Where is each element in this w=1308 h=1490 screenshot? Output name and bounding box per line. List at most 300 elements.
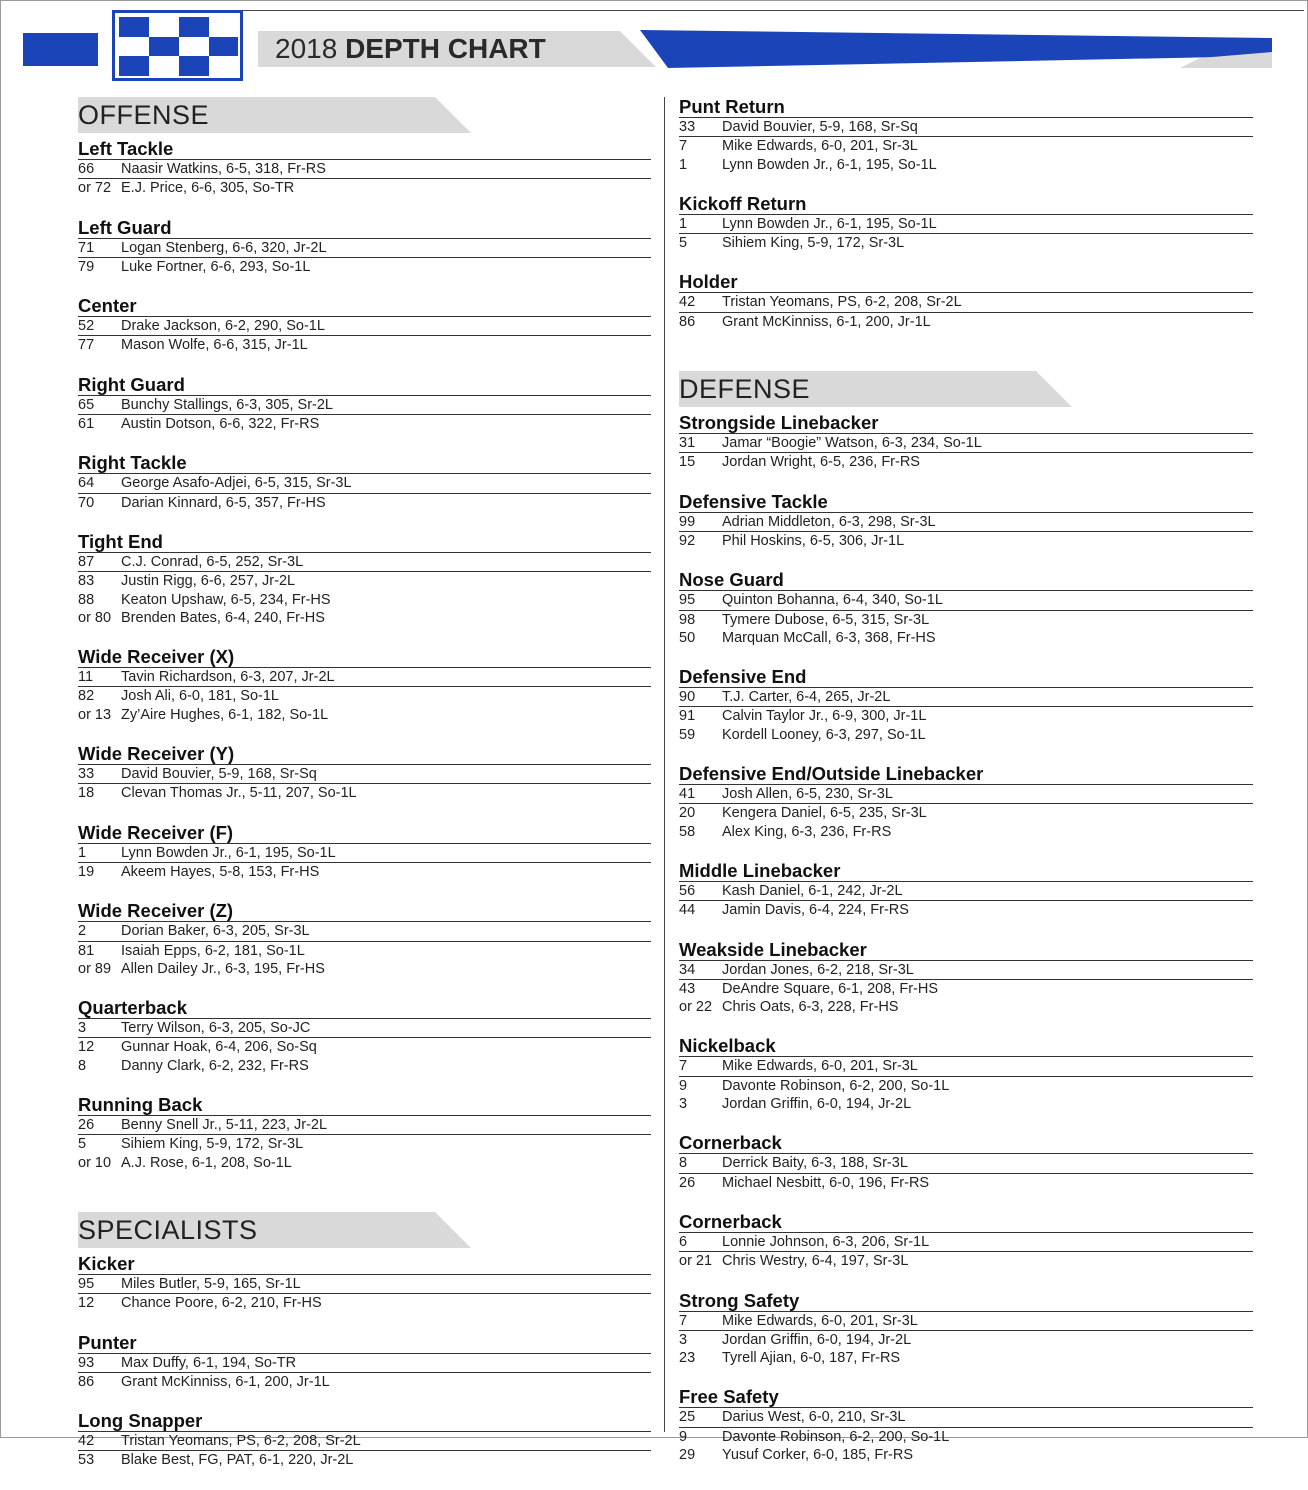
jersey-number: 7 bbox=[679, 1058, 688, 1075]
player-info: Miles Butler, 5-9, 165, Sr-1L bbox=[121, 1275, 301, 1292]
section-spacer bbox=[679, 351, 1253, 371]
player-row bbox=[78, 572, 651, 590]
jersey-number: 65 bbox=[78, 396, 95, 413]
player-info: Austin Dotson, 6-6, 322, Fr-RS bbox=[121, 416, 320, 433]
jersey-number: 86 bbox=[78, 1373, 95, 1390]
jersey-number: 70 bbox=[78, 494, 95, 511]
player-info: Allen Dailey Jr., 6-3, 195, Fr-HS bbox=[121, 960, 325, 977]
jersey-number: 1 bbox=[679, 156, 688, 173]
jersey-number: 9 bbox=[679, 1428, 688, 1445]
player-info: Kengera Daniel, 6-5, 235, Sr-3L bbox=[722, 805, 927, 822]
player-row bbox=[679, 591, 1253, 610]
jersey-number: 34 bbox=[679, 961, 696, 978]
player-row bbox=[78, 668, 651, 687]
player-row bbox=[679, 1312, 1253, 1331]
jersey-number: 86 bbox=[679, 313, 696, 330]
position-group-cornerback bbox=[679, 1133, 1253, 1192]
player-row bbox=[78, 1354, 651, 1373]
position-name: Strong Safety bbox=[679, 1291, 1253, 1312]
jersey-number: 33 bbox=[679, 119, 696, 135]
position-name: Defensive Tackle bbox=[679, 492, 1253, 513]
jersey-number: 5 bbox=[679, 235, 688, 252]
jersey-number: 11 bbox=[78, 669, 94, 686]
jersey-number: 91 bbox=[679, 708, 696, 725]
jersey-number: or 72 bbox=[78, 180, 112, 197]
jersey-number: 77 bbox=[78, 337, 95, 354]
player-row bbox=[679, 156, 1253, 174]
player-row bbox=[679, 629, 1253, 647]
position-name: Weakside Linebacker bbox=[679, 940, 1253, 961]
title-band bbox=[258, 31, 678, 67]
position-group-wide-receiver-y bbox=[78, 744, 651, 803]
player-row bbox=[679, 980, 1253, 998]
player-info: Quinton Bohanna, 6-4, 340, So-1L bbox=[722, 592, 943, 609]
page-title bbox=[275, 33, 546, 65]
player-info: Josh Ali, 6-0, 181, So-1L bbox=[121, 688, 279, 705]
player-row bbox=[78, 179, 651, 197]
position-group-punt-return bbox=[679, 97, 1253, 174]
player-row bbox=[78, 494, 651, 512]
position-group-defensive-tackle bbox=[679, 492, 1253, 551]
jersey-number: 6 bbox=[679, 1233, 688, 1250]
position-name: Wide Receiver (Y) bbox=[78, 744, 651, 765]
player-row bbox=[78, 1154, 651, 1172]
jersey-number: 42 bbox=[679, 294, 696, 311]
position-name: Middle Linebacker bbox=[679, 861, 1253, 882]
jersey-number: 3 bbox=[679, 1331, 688, 1348]
player-info: Marquan McCall, 6-3, 368, Fr-HS bbox=[722, 629, 936, 646]
jersey-number: 8 bbox=[679, 1155, 688, 1172]
header-blue-wedge bbox=[640, 30, 1280, 68]
player-info: Bunchy Stallings, 6-3, 305, Sr-2L bbox=[121, 396, 333, 413]
player-info: Michael Nesbitt, 6-0, 196, Fr-RS bbox=[722, 1174, 930, 1191]
jersey-number: 44 bbox=[679, 902, 696, 919]
player-info: David Bouvier, 5-9, 168, Sr-Sq bbox=[722, 119, 918, 135]
player-info: Darius West, 6-0, 210, Sr-3L bbox=[722, 1409, 906, 1426]
position-name: Right Guard bbox=[78, 375, 651, 396]
player-row bbox=[679, 611, 1253, 629]
player-row bbox=[78, 336, 651, 354]
player-info: Naasir Watkins, 6-5, 318, Fr-RS bbox=[121, 161, 326, 177]
player-info: Danny Clark, 6-2, 232, Fr-RS bbox=[121, 1057, 309, 1074]
position-group-defensive-end-outside-linebacker bbox=[679, 764, 1253, 841]
player-row bbox=[78, 591, 651, 609]
player-info: Dorian Baker, 6-3, 205, Sr-3L bbox=[121, 923, 310, 940]
jersey-number: 25 bbox=[679, 1409, 696, 1426]
player-info: Alex King, 6-3, 236, Fr-RS bbox=[722, 823, 892, 840]
player-row bbox=[679, 1233, 1253, 1252]
player-info: Lynn Bowden Jr., 6-1, 195, So-1L bbox=[722, 215, 937, 232]
jersey-number: 5 bbox=[78, 1136, 87, 1153]
jersey-number: 20 bbox=[679, 805, 696, 822]
player-info: Mason Wolfe, 6-6, 315, Jr-1L bbox=[121, 337, 308, 354]
player-row bbox=[679, 1095, 1253, 1113]
player-info: Lynn Bowden Jr., 6-1, 195, So-1L bbox=[722, 156, 937, 173]
player-row bbox=[78, 415, 651, 433]
position-group-strong-safety bbox=[679, 1291, 1253, 1368]
jersey-number: 2 bbox=[78, 923, 87, 940]
section-title: SPECIALISTS bbox=[78, 1214, 258, 1245]
player-info: Sihiem King, 5-9, 172, Sr-3L bbox=[121, 1136, 304, 1153]
jersey-number: 19 bbox=[78, 863, 95, 880]
player-row bbox=[78, 942, 651, 960]
position-group-nickelback bbox=[679, 1036, 1253, 1113]
player-info: Jamar “Boogie” Watson, 6-3, 234, So-1L bbox=[722, 435, 982, 452]
right-column bbox=[679, 97, 1253, 1484]
player-info: Tristan Yeomans, PS, 6-2, 208, Sr-2L bbox=[722, 294, 962, 311]
player-info: Grant McKinniss, 6-1, 200, Jr-1L bbox=[722, 313, 931, 330]
jersey-number: 66 bbox=[78, 161, 95, 177]
player-row bbox=[679, 434, 1253, 453]
jersey-number: 12 bbox=[78, 1295, 95, 1312]
header-top-rule bbox=[243, 10, 1304, 11]
jersey-number: 29 bbox=[679, 1446, 696, 1463]
position-name: Right Tackle bbox=[78, 453, 651, 474]
player-info: Chance Poore, 6-2, 210, Fr-HS bbox=[121, 1295, 322, 1312]
player-row bbox=[78, 784, 651, 802]
jersey-number: 12 bbox=[78, 1039, 95, 1056]
position-group-center bbox=[78, 296, 651, 355]
section-header bbox=[78, 97, 651, 133]
player-info: Sihiem King, 5-9, 172, Sr-3L bbox=[722, 235, 905, 252]
player-row bbox=[78, 160, 651, 179]
jersey-number: or 22 bbox=[679, 999, 713, 1016]
player-row bbox=[679, 118, 1253, 137]
section-header bbox=[679, 371, 1253, 407]
player-row bbox=[78, 1038, 651, 1056]
player-info: Blake Best, FG, PAT, 6-1, 220, Jr-2L bbox=[121, 1452, 354, 1469]
player-row bbox=[78, 1373, 651, 1391]
position-name: Nickelback bbox=[679, 1036, 1253, 1057]
section-header bbox=[78, 1212, 651, 1248]
player-row bbox=[78, 1116, 651, 1135]
player-info: A.J. Rose, 6-1, 208, So-1L bbox=[121, 1154, 292, 1171]
position-name: Punter bbox=[78, 1333, 651, 1354]
jersey-number: 23 bbox=[679, 1350, 696, 1367]
position-name: Center bbox=[78, 296, 651, 317]
player-row bbox=[679, 688, 1253, 707]
player-row bbox=[679, 1446, 1253, 1464]
position-name: Cornerback bbox=[679, 1133, 1253, 1154]
position-group-free-safety bbox=[679, 1387, 1253, 1464]
jersey-number: 95 bbox=[78, 1275, 95, 1292]
jersey-number: 41 bbox=[679, 786, 696, 803]
player-row bbox=[679, 234, 1253, 252]
jersey-number: 83 bbox=[78, 573, 95, 590]
position-name: Wide Receiver (F) bbox=[78, 823, 651, 844]
position-name: Tight End bbox=[78, 532, 651, 553]
jersey-number: or 89 bbox=[78, 960, 112, 977]
position-group-right-tackle bbox=[78, 453, 651, 512]
section-spacer bbox=[78, 1192, 651, 1212]
player-info: Tymere Dubose, 6-5, 315, Sr-3L bbox=[722, 611, 930, 628]
jersey-number: 64 bbox=[78, 475, 95, 492]
jersey-number: or 10 bbox=[78, 1154, 112, 1171]
jersey-number: 3 bbox=[679, 1096, 688, 1113]
player-info: E.J. Price, 6-6, 305, So-TR bbox=[121, 180, 295, 197]
jersey-number: or 80 bbox=[78, 609, 112, 626]
position-group-defensive-end bbox=[679, 667, 1253, 744]
title-main: DEPTH CHART bbox=[345, 33, 546, 64]
position-group-long-snapper bbox=[78, 1411, 651, 1470]
player-row bbox=[679, 882, 1253, 901]
player-row bbox=[78, 863, 651, 881]
player-info: Mike Edwards, 6-0, 201, Sr-3L bbox=[722, 1058, 918, 1075]
position-name: Defensive End bbox=[679, 667, 1253, 688]
position-group-punter bbox=[78, 1333, 651, 1392]
player-info: Chris Westry, 6-4, 197, Sr-3L bbox=[722, 1253, 909, 1270]
player-info: David Bouvier, 5-9, 168, Sr-Sq bbox=[121, 766, 317, 783]
header-blue-bar bbox=[23, 33, 98, 66]
player-info: C.J. Conrad, 6-5, 252, Sr-3L bbox=[121, 553, 304, 570]
jersey-number: 33 bbox=[78, 766, 95, 783]
player-info: Derrick Baity, 6-3, 188, Sr-3L bbox=[722, 1155, 908, 1172]
player-info: Mike Edwards, 6-0, 201, Sr-3L bbox=[722, 1312, 918, 1329]
player-row bbox=[78, 1019, 651, 1038]
position-group-holder bbox=[679, 272, 1253, 331]
jersey-number: 31 bbox=[679, 435, 696, 452]
player-info: Josh Allen, 6-5, 230, Sr-3L bbox=[722, 786, 893, 803]
position-name: Free Safety bbox=[679, 1387, 1253, 1408]
player-row bbox=[78, 1451, 651, 1469]
checkerboard-logo bbox=[112, 10, 243, 81]
player-row bbox=[679, 293, 1253, 312]
position-name: Kicker bbox=[78, 1254, 651, 1275]
position-name: Nose Guard bbox=[679, 570, 1253, 591]
player-info: Darian Kinnard, 6-5, 357, Fr-HS bbox=[121, 494, 326, 511]
player-info: Gunnar Hoak, 6-4, 206, So-Sq bbox=[121, 1039, 317, 1056]
jersey-number: or 21 bbox=[679, 1253, 713, 1270]
player-row bbox=[78, 706, 651, 724]
jersey-number: 3 bbox=[78, 1020, 87, 1037]
player-info: Kordell Looney, 6-3, 297, So-1L bbox=[722, 726, 926, 743]
position-group-wide-receiver-x bbox=[78, 647, 651, 724]
player-row bbox=[679, 1252, 1253, 1270]
player-info: Davonte Robinson, 6-2, 200, So-1L bbox=[722, 1428, 950, 1445]
jersey-number: 95 bbox=[679, 592, 696, 609]
position-name: Strongside Linebacker bbox=[679, 413, 1253, 434]
player-row bbox=[679, 1428, 1253, 1446]
player-row bbox=[679, 513, 1253, 532]
player-info: Akeem Hayes, 5-8, 153, Fr-HS bbox=[121, 863, 320, 880]
position-name: Wide Receiver (Z) bbox=[78, 901, 651, 922]
player-row bbox=[78, 474, 651, 493]
position-name: Holder bbox=[679, 272, 1253, 293]
jersey-number: 50 bbox=[679, 629, 696, 646]
position-name: Left Tackle bbox=[78, 139, 651, 160]
player-info: Lynn Bowden Jr., 6-1, 195, So-1L bbox=[121, 844, 336, 861]
player-row bbox=[78, 765, 651, 784]
player-row bbox=[78, 258, 651, 276]
position-name: Punt Return bbox=[679, 97, 1253, 118]
position-group-right-guard bbox=[78, 375, 651, 434]
player-info: DeAndre Square, 6-1, 208, Fr-HS bbox=[722, 980, 938, 997]
player-info: Tyrell Ajian, 6-0, 187, Fr-RS bbox=[722, 1350, 901, 1367]
section-title: DEFENSE bbox=[679, 374, 811, 405]
player-row bbox=[679, 1349, 1253, 1367]
player-row bbox=[78, 1294, 651, 1312]
player-info: Luke Fortner, 6-6, 293, So-1L bbox=[121, 258, 311, 275]
left-column bbox=[78, 97, 651, 1490]
player-info: Davonte Robinson, 6-2, 200, So-1L bbox=[722, 1077, 950, 1094]
player-row bbox=[679, 1057, 1253, 1076]
jersey-number: 61 bbox=[78, 416, 95, 433]
player-row bbox=[679, 137, 1253, 155]
column-divider bbox=[664, 97, 665, 1432]
jersey-number: 58 bbox=[679, 823, 696, 840]
player-row bbox=[679, 532, 1253, 550]
position-name: Cornerback bbox=[679, 1212, 1253, 1233]
player-info: Tristan Yeomans, PS, 6-2, 208, Sr-2L bbox=[121, 1433, 361, 1450]
player-row bbox=[679, 901, 1253, 919]
jersey-number: 53 bbox=[78, 1452, 95, 1469]
position-group-left-tackle bbox=[78, 139, 651, 198]
player-info: Max Duffy, 6-1, 194, So-TR bbox=[121, 1354, 297, 1371]
player-row bbox=[679, 1408, 1253, 1427]
player-info: Terry Wilson, 6-3, 205, So-JC bbox=[121, 1020, 311, 1037]
player-info: Zy’Aire Hughes, 6-1, 182, So-1L bbox=[121, 706, 329, 723]
player-row bbox=[679, 823, 1253, 841]
jersey-number: 18 bbox=[78, 785, 95, 802]
position-name: Kickoff Return bbox=[679, 194, 1253, 215]
player-row bbox=[78, 317, 651, 336]
jersey-number: 9 bbox=[679, 1077, 688, 1094]
jersey-number: 56 bbox=[679, 882, 696, 899]
player-row bbox=[78, 922, 651, 941]
player-row bbox=[679, 215, 1253, 234]
jersey-number: 8 bbox=[78, 1057, 87, 1074]
player-info: Yusuf Corker, 6-0, 185, Fr-RS bbox=[722, 1446, 913, 1463]
player-info: Lonnie Johnson, 6-3, 206, Sr-1L bbox=[722, 1233, 930, 1250]
position-group-strongside-linebacker bbox=[679, 413, 1253, 472]
player-info: Jordan Jones, 6-2, 218, Sr-3L bbox=[722, 961, 914, 978]
player-row bbox=[78, 960, 651, 978]
player-info: Keaton Upshaw, 6-5, 234, Fr-HS bbox=[121, 591, 331, 608]
position-group-kickoff-return bbox=[679, 194, 1253, 253]
player-info: T.J. Carter, 6-4, 265, Jr-2L bbox=[722, 689, 891, 706]
player-row bbox=[679, 453, 1253, 471]
position-group-running-back bbox=[78, 1095, 651, 1172]
jersey-number: 99 bbox=[679, 513, 696, 530]
player-row bbox=[78, 239, 651, 258]
jersey-number: 15 bbox=[679, 454, 696, 471]
jersey-number: 88 bbox=[78, 591, 95, 608]
jersey-number: 87 bbox=[78, 553, 95, 570]
player-row bbox=[78, 553, 651, 572]
jersey-number: 7 bbox=[679, 138, 688, 155]
position-name: Left Guard bbox=[78, 218, 651, 239]
position-group-left-guard bbox=[78, 218, 651, 277]
position-group-weakside-linebacker bbox=[679, 940, 1253, 1017]
jersey-number: 92 bbox=[679, 532, 696, 549]
jersey-number: 79 bbox=[78, 258, 95, 275]
player-row bbox=[679, 1154, 1253, 1173]
player-row bbox=[679, 707, 1253, 725]
player-info: Grant McKinniss, 6-1, 200, Jr-1L bbox=[121, 1373, 330, 1390]
jersey-number: 71 bbox=[78, 239, 95, 256]
player-info: Drake Jackson, 6-2, 290, So-1L bbox=[121, 318, 325, 335]
player-row bbox=[679, 998, 1253, 1016]
jersey-number: or 13 bbox=[78, 706, 112, 723]
player-row bbox=[78, 1057, 651, 1075]
player-info: Jamin Davis, 6-4, 224, Fr-RS bbox=[722, 902, 909, 919]
player-row bbox=[78, 1135, 651, 1153]
position-group-middle-linebacker bbox=[679, 861, 1253, 920]
player-row bbox=[679, 785, 1253, 804]
player-info: Jordan Wright, 6-5, 236, Fr-RS bbox=[722, 454, 920, 471]
jersey-number: 1 bbox=[78, 844, 87, 861]
player-info: Jordan Griffin, 6-0, 194, Jr-2L bbox=[722, 1096, 912, 1113]
position-group-wide-receiver-f bbox=[78, 823, 651, 882]
player-info: Benny Snell Jr., 5-11, 223, Jr-2L bbox=[121, 1117, 328, 1134]
player-row bbox=[679, 804, 1253, 822]
player-row bbox=[78, 844, 651, 863]
player-info: Brenden Bates, 6-4, 240, Fr-HS bbox=[121, 609, 325, 626]
player-info: Tavin Richardson, 6-3, 207, Jr-2L bbox=[121, 669, 335, 686]
position-group-kicker bbox=[78, 1254, 651, 1313]
position-name: Defensive End/Outside Linebacker bbox=[679, 764, 1253, 785]
player-info: Adrian Middleton, 6-3, 298, Sr-3L bbox=[722, 513, 936, 530]
jersey-number: 1 bbox=[679, 215, 688, 232]
position-name: Running Back bbox=[78, 1095, 651, 1116]
position-group-nose-guard bbox=[679, 570, 1253, 647]
player-info: Logan Stenberg, 6-6, 320, Jr-2L bbox=[121, 239, 327, 256]
player-row bbox=[78, 1432, 651, 1451]
jersey-number: 81 bbox=[78, 942, 95, 959]
player-info: Calvin Taylor Jr., 6-9, 300, Jr-1L bbox=[722, 708, 927, 725]
player-info: Jordan Griffin, 6-0, 194, Jr-2L bbox=[722, 1331, 912, 1348]
player-row bbox=[78, 1275, 651, 1294]
position-group-tight-end bbox=[78, 532, 651, 627]
jersey-number: 7 bbox=[679, 1312, 688, 1329]
player-row bbox=[679, 1331, 1253, 1349]
player-info: Clevan Thomas Jr., 5-11, 207, So-1L bbox=[121, 785, 357, 802]
player-row bbox=[679, 961, 1253, 980]
jersey-number: 93 bbox=[78, 1354, 95, 1371]
player-info: Isaiah Epps, 6-2, 181, So-1L bbox=[121, 942, 305, 959]
player-row bbox=[78, 609, 651, 627]
section-title: OFFENSE bbox=[78, 100, 210, 130]
position-group-cornerback bbox=[679, 1212, 1253, 1271]
jersey-number: 26 bbox=[78, 1117, 95, 1134]
jersey-number: 26 bbox=[679, 1174, 696, 1191]
player-row bbox=[679, 1077, 1253, 1095]
player-info: Mike Edwards, 6-0, 201, Sr-3L bbox=[722, 138, 918, 155]
jersey-number: 52 bbox=[78, 318, 95, 335]
jersey-number: 90 bbox=[679, 689, 696, 706]
title-year: 2018 bbox=[275, 33, 338, 64]
position-group-wide-receiver-z bbox=[78, 901, 651, 978]
position-name: Long Snapper bbox=[78, 1411, 651, 1432]
player-info: George Asafo-Adjei, 6-5, 315, Sr-3L bbox=[121, 475, 352, 492]
position-group-quarterback bbox=[78, 998, 651, 1075]
player-info: Justin Rigg, 6-6, 257, Jr-2L bbox=[121, 573, 296, 590]
position-name: Wide Receiver (X) bbox=[78, 647, 651, 668]
player-row bbox=[78, 687, 651, 705]
player-info: Kash Daniel, 6-1, 242, Jr-2L bbox=[722, 882, 903, 899]
jersey-number: 43 bbox=[679, 980, 696, 997]
player-row bbox=[679, 726, 1253, 744]
position-name: Quarterback bbox=[78, 998, 651, 1019]
jersey-number: 98 bbox=[679, 611, 696, 628]
jersey-number: 82 bbox=[78, 688, 95, 705]
player-info: Chris Oats, 6-3, 228, Fr-HS bbox=[722, 999, 899, 1016]
jersey-number: 59 bbox=[679, 726, 696, 743]
player-info: Phil Hoskins, 6-5, 306, Jr-1L bbox=[722, 532, 905, 549]
player-row bbox=[679, 1174, 1253, 1192]
player-row bbox=[78, 396, 651, 415]
jersey-number: 42 bbox=[78, 1433, 95, 1450]
